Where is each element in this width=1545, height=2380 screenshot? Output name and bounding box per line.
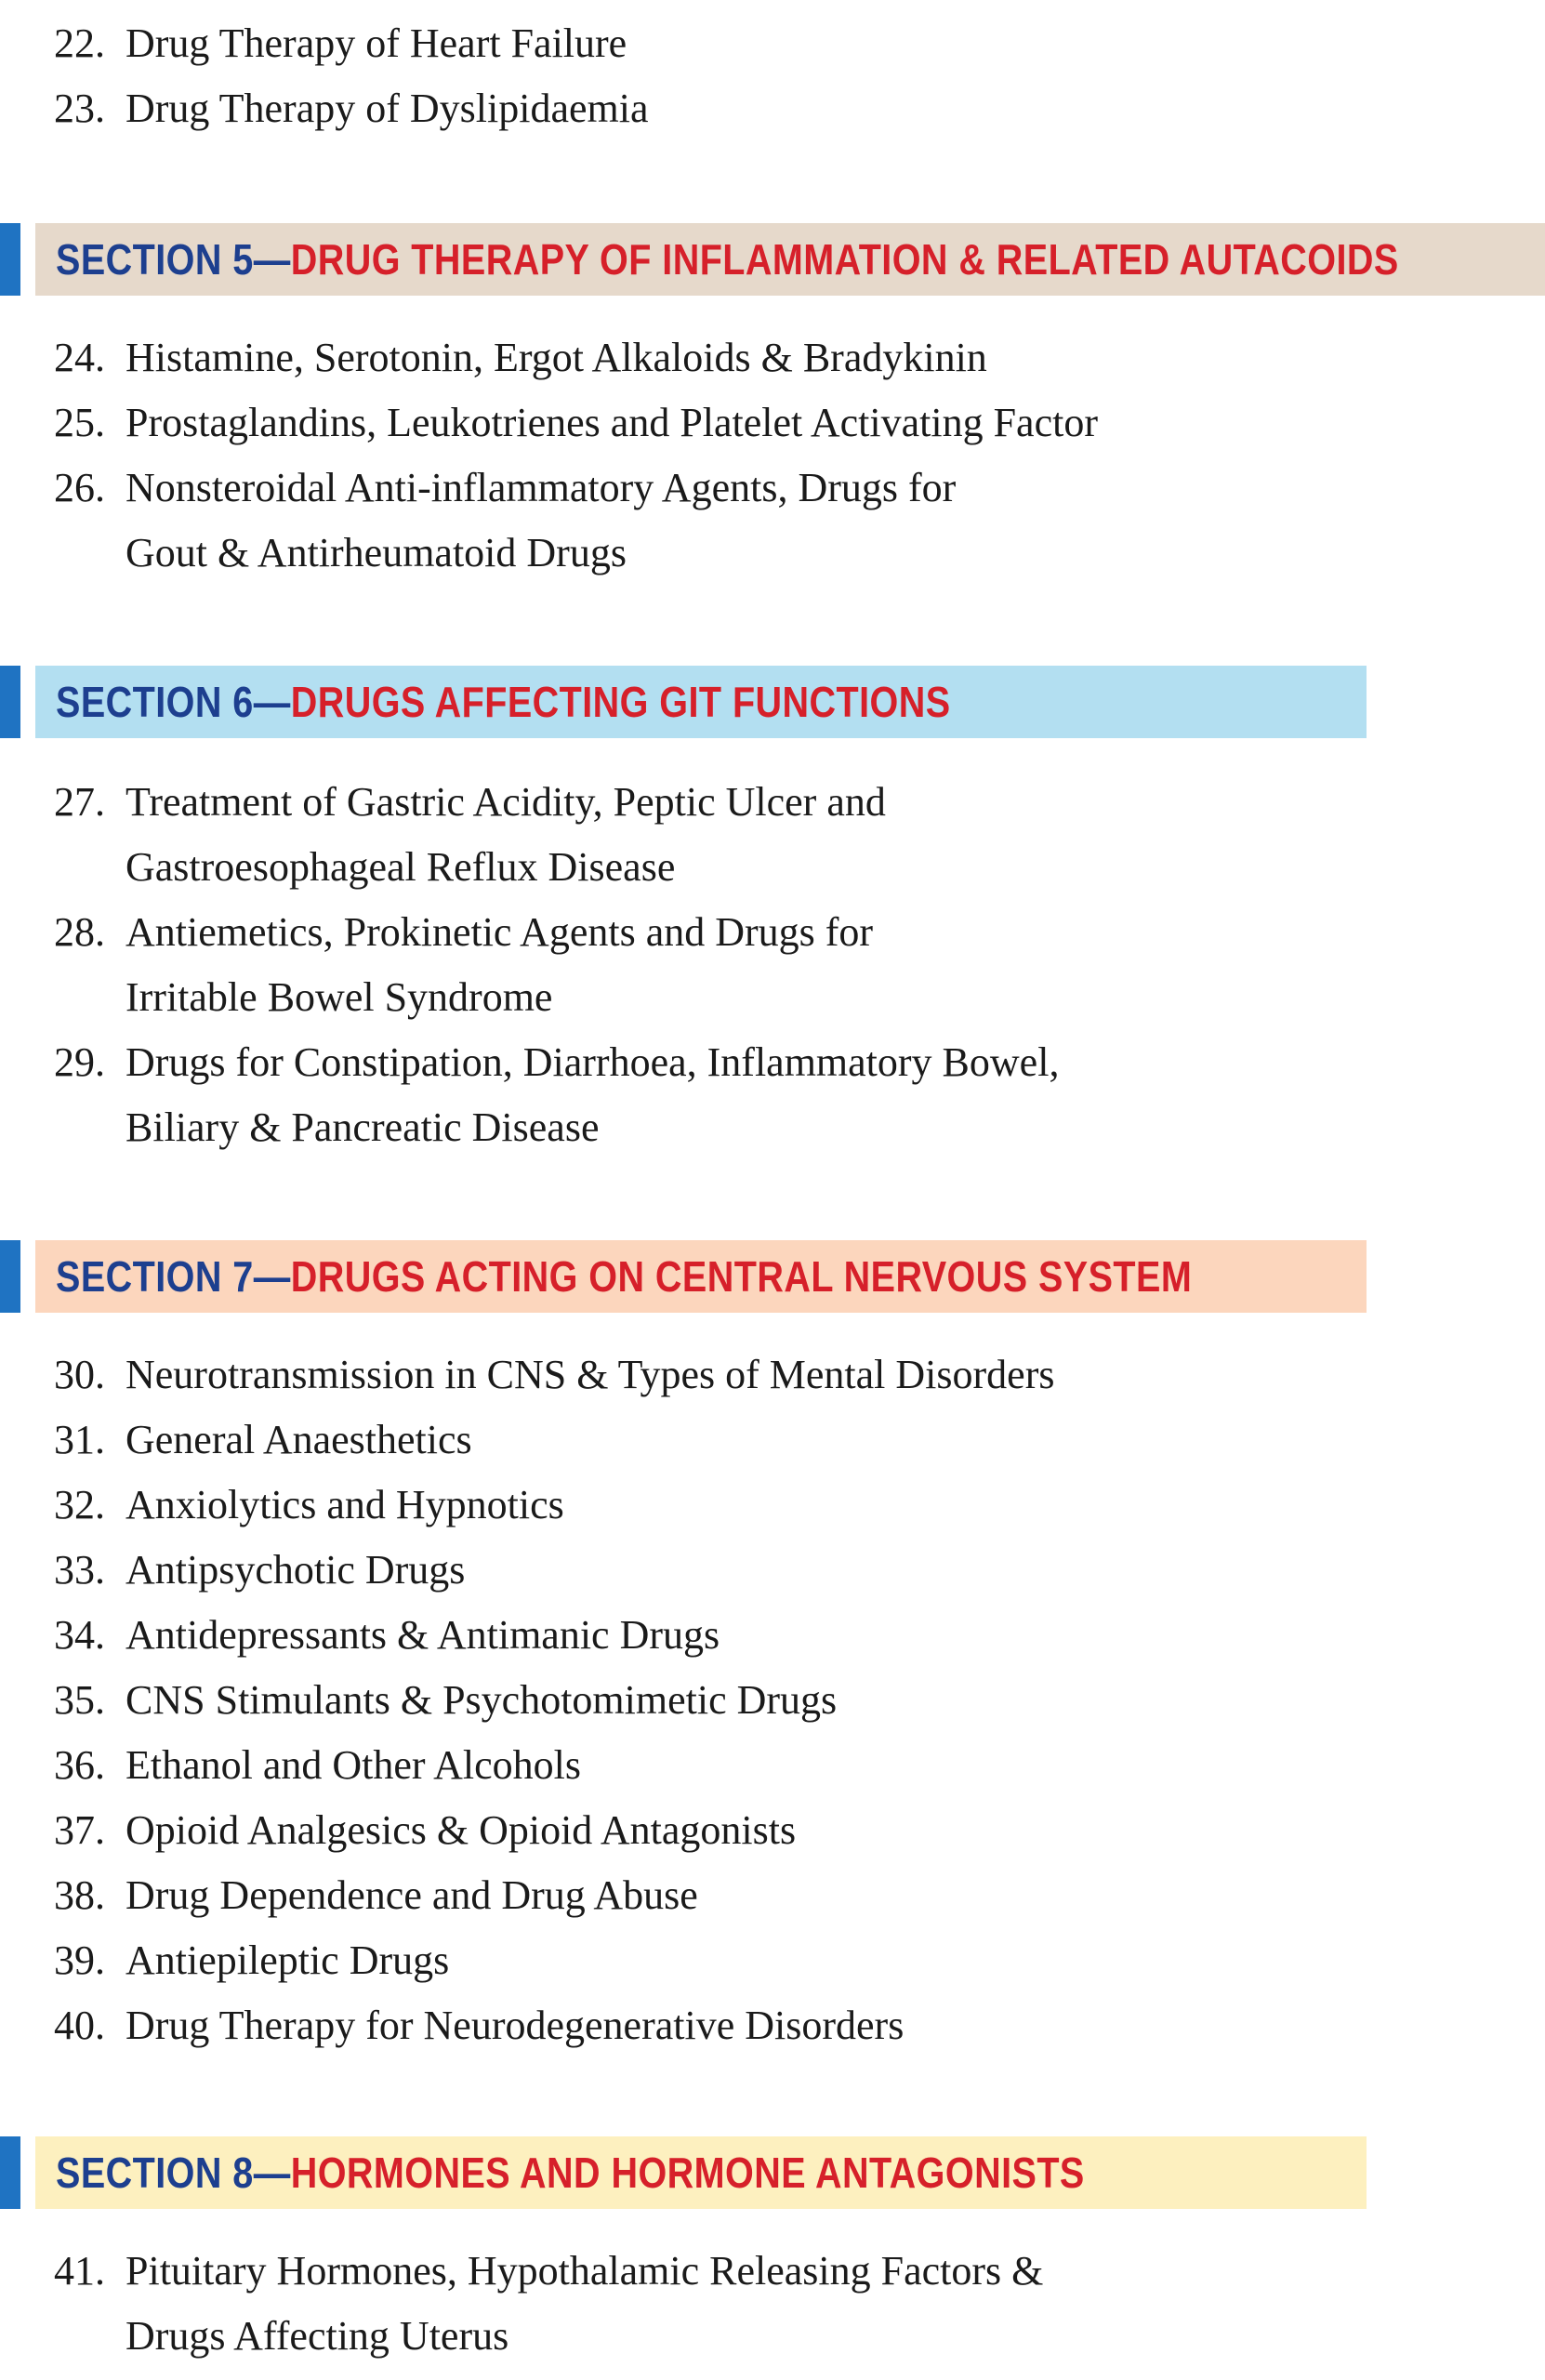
section-7-label: [56, 1240, 1192, 1313]
chapter-entry-34[interactable]: [0, 1603, 1545, 1668]
chapter-title: General Anaesthetics: [125, 1417, 472, 1462]
chapter-number: 31.: [54, 1417, 105, 1462]
section-title: DRUG THERAPY OF INFLAMMATION & RELATED AUTACOIDS: [290, 235, 1399, 284]
chapter-title: Drug Therapy of Dyslipidaemia: [125, 86, 649, 131]
chapter-entry-23[interactable]: [0, 76, 1545, 141]
chapter-entry-26[interactable]: [0, 456, 1545, 586]
chapter-number: 41.: [54, 2248, 105, 2294]
chapter-title: Antidepressants & Antimanic Drugs: [125, 1612, 720, 1658]
chapter-title: Pituitary Hormones, Hypothalamic Releasing Factors &: [125, 2248, 1044, 2294]
chapter-title: Histamine, Serotonin, Ergot Alkaloids & Bradykinin: [125, 335, 987, 380]
chapter-number: 26.: [54, 465, 105, 510]
chapter-number: 39.: [54, 1937, 105, 1983]
chapter-number: 36.: [54, 1742, 105, 1788]
chapter-title: Antiepileptic Drugs: [125, 1937, 450, 1983]
chapter-entry-31[interactable]: [0, 1408, 1545, 1473]
chapter-entry-33[interactable]: [0, 1538, 1545, 1603]
section-number: SECTION 8—: [56, 2149, 291, 2197]
section-marker: [0, 666, 20, 738]
chapter-title: Prostaglandins, Leukotrienes and Platelet Activating Factor: [125, 400, 1098, 445]
chapter-entry-37[interactable]: [0, 1798, 1545, 1863]
chapter-entry-27[interactable]: [0, 770, 1545, 900]
chapter-title: CNS Stimulants & Psychotomimetic Drugs: [125, 1677, 838, 1723]
chapter-title: Antipsychotic Drugs: [125, 1547, 466, 1593]
section-title: DRUGS ACTING ON CENTRAL NERVOUS SYSTEM: [290, 1252, 1193, 1301]
chapter-number: 24.: [54, 335, 105, 380]
chapter-entry-32[interactable]: [0, 1473, 1545, 1538]
chapter-entry-36[interactable]: [0, 1733, 1545, 1798]
chapter-title-continued: Gout & Antirheumatoid Drugs: [125, 530, 627, 575]
chapter-entry-22[interactable]: [0, 11, 1545, 76]
chapter-title: Opioid Analgesics & Opioid Antagonists: [125, 1807, 797, 1853]
chapter-number: 28.: [54, 909, 105, 955]
section-marker: [0, 1240, 20, 1313]
chapter-number: 34.: [54, 1612, 105, 1658]
chapter-number: 30.: [54, 1352, 105, 1397]
chapter-number: 23.: [54, 86, 105, 131]
chapter-title: Ethanol and Other Alcohols: [125, 1742, 582, 1788]
chapter-title: Antiemetics, Prokinetic Agents and Drugs for: [125, 909, 874, 955]
section-number: SECTION 7—: [56, 1252, 291, 1301]
section-number: SECTION 5—: [56, 235, 291, 284]
chapter-entry-24[interactable]: [0, 325, 1545, 390]
chapter-number: 40.: [54, 2003, 105, 2048]
chapter-entry-35[interactable]: [0, 1668, 1545, 1733]
section-7-entries: [0, 1342, 1545, 2058]
chapter-title-continued: Irritable Bowel Syndrome: [125, 974, 553, 1020]
chapter-number: 32.: [54, 1482, 105, 1527]
chapter-title-continued: Drugs Affecting Uterus: [125, 2313, 509, 2359]
chapter-title: Anxiolytics and Hypnotics: [125, 1482, 564, 1527]
section-marker: [0, 223, 20, 296]
section-marker: [0, 2136, 20, 2209]
section-5-entries: [0, 325, 1545, 586]
chapter-number: 25.: [54, 400, 105, 445]
chapter-title: Drug Dependence and Drug Abuse: [125, 1872, 698, 1918]
section-title: DRUGS AFFECTING GIT FUNCTIONS: [290, 678, 951, 726]
section-6-entries: [0, 770, 1545, 1160]
chapter-title: Drug Therapy of Heart Failure: [125, 20, 627, 66]
top-entries: [0, 11, 1545, 141]
chapter-title: Drug Therapy for Neurodegenerative Disorders: [125, 2003, 905, 2048]
chapter-number: 27.: [54, 779, 105, 825]
chapter-entry-29[interactable]: [0, 1030, 1545, 1160]
chapter-entry-25[interactable]: [0, 390, 1545, 456]
chapter-entry-41[interactable]: [0, 2239, 1545, 2369]
section-title: HORMONES AND HORMONE ANTAGONISTS: [290, 2149, 1085, 2197]
section-8-entries: [0, 2239, 1545, 2369]
chapter-number: 29.: [54, 1039, 105, 1085]
chapter-entry-30[interactable]: [0, 1342, 1545, 1408]
chapter-entry-40[interactable]: [0, 1993, 1545, 2058]
chapter-number: 37.: [54, 1807, 105, 1853]
chapter-title: Neurotransmission in CNS & Types of Mental Disorders: [125, 1352, 1055, 1397]
chapter-title-continued: Biliary & Pancreatic Disease: [125, 1104, 600, 1150]
section-5-label: [56, 223, 1399, 296]
chapter-number: 35.: [54, 1677, 105, 1723]
section-number: SECTION 6—: [56, 678, 291, 726]
section-6-label: [56, 666, 951, 738]
chapter-title: Treatment of Gastric Acidity, Peptic Ulcer and: [125, 779, 886, 825]
chapter-entry-38[interactable]: [0, 1863, 1545, 1928]
section-8-label: [56, 2136, 1085, 2209]
chapter-entry-39[interactable]: [0, 1928, 1545, 1993]
chapter-entry-28[interactable]: [0, 900, 1545, 1030]
chapter-title: Drugs for Constipation, Diarrhoea, Inflammatory Bowel,: [125, 1039, 1060, 1085]
chapter-number: 22.: [54, 20, 105, 66]
chapter-title: Nonsteroidal Anti-inflammatory Agents, Drugs for: [125, 465, 957, 510]
chapter-title-continued: Gastroesophageal Reflux Disease: [125, 844, 676, 890]
chapter-number: 33.: [54, 1547, 105, 1593]
chapter-number: 38.: [54, 1872, 105, 1918]
